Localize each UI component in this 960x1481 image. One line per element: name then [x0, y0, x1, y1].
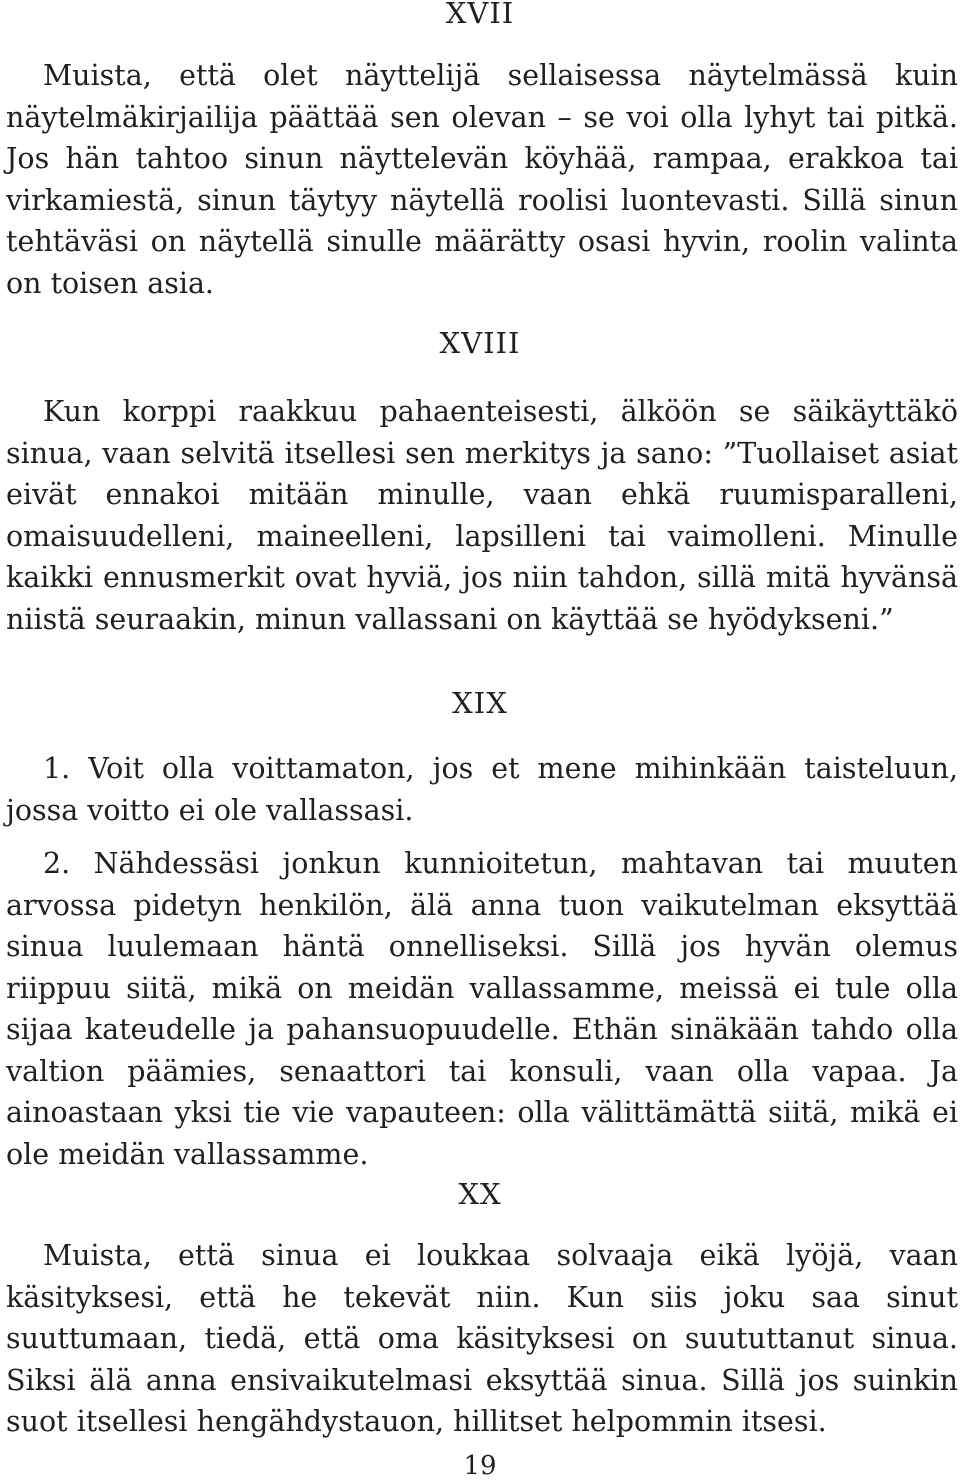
paragraph: Kun korppi raakkuu pahaenteisesti, älköön se säikäyttäkö sinua, vaan selvitä itsellesi sen merkitys ja sano: ”Tuollaiset asiat eivät ennakoi mitään minulle, vaan ehkä ruumisparalleni, omaisuudelleni, maineelleni, lapsilleni tai vaimolleni. Minulle kaikki ennusmerkit ovat hyviä, jos niin tahdon, sillä mitä hyvänsä niistä seuraakin, minun vallassani on käyttää se hyödykseni.”: [6, 395, 958, 636]
section-body-xvii: [6, 55, 958, 304]
section-body-xx: [6, 1235, 958, 1443]
paragraph: Muista, että sinua ei loukkaa solvaaja eikä lyöjä, vaan käsityksesi, että he tekevät niin. Kun siis joku saa sinut suuttumaan, tiedä, että oma käsityksesi on suututtanut sinua. Siksi älä anna ensivaikutelmasi eksyttää sinua. Sillä jos suinkin suot itsellesi hengähdystauon, hillitset helpommin itsesi.: [6, 1239, 958, 1438]
section-heading-xix: XIX: [452, 686, 508, 720]
section-body-xviii: [6, 391, 958, 640]
page-number: 19: [463, 1451, 497, 1481]
paragraph: Muista, että olet näyttelijä sellaisessa näytelmässä kuin näytelmäkirjailija päättää sen olevan – se voi olla lyhyt tai pitkä. Jos hän tahtoo sinun näyttelevän köyhää, rampaa, erakkoa tai virkamiestä, sinun täytyy näytellä roolisi luontevasti. Sillä sinun tehtäväsi on näytellä sinulle määrätty osasi hyvin, roolin valinta on toisen asia.: [6, 59, 958, 300]
section-heading-xviii: XVIII: [439, 326, 521, 360]
section-body-xix: [6, 748, 958, 1175]
paragraph: 2. Nähdessäsi jonkun kunnioitetun, mahtavan tai muuten arvossa pidetyn henkilön, älä anna tuon vaikutelman eksyttää sinua luulemaan häntä onnelliseksi. Sillä jos hyvän olemus riippuu siitä, mikä on meidän vallassamme, meissä ei tule olla sijaa kateudelle ja pahansuopuudelle. Ethän sinäkään tahdo olla valtion päämies, senaattori tai konsuli, vaan olla vapaa. Ja ainoastaan yksi tie vie vapauteen: olla välittämättä siitä, mikä ei ole meidän vallassamme.: [6, 847, 958, 1171]
section-heading-xx: XX: [458, 1177, 502, 1211]
section-heading-xvii: XVII: [445, 0, 515, 30]
paragraph: 1. Voit olla voittamaton, jos et mene mihinkään taisteluun, jossa voitto ei ole vallassasi.: [6, 752, 958, 827]
